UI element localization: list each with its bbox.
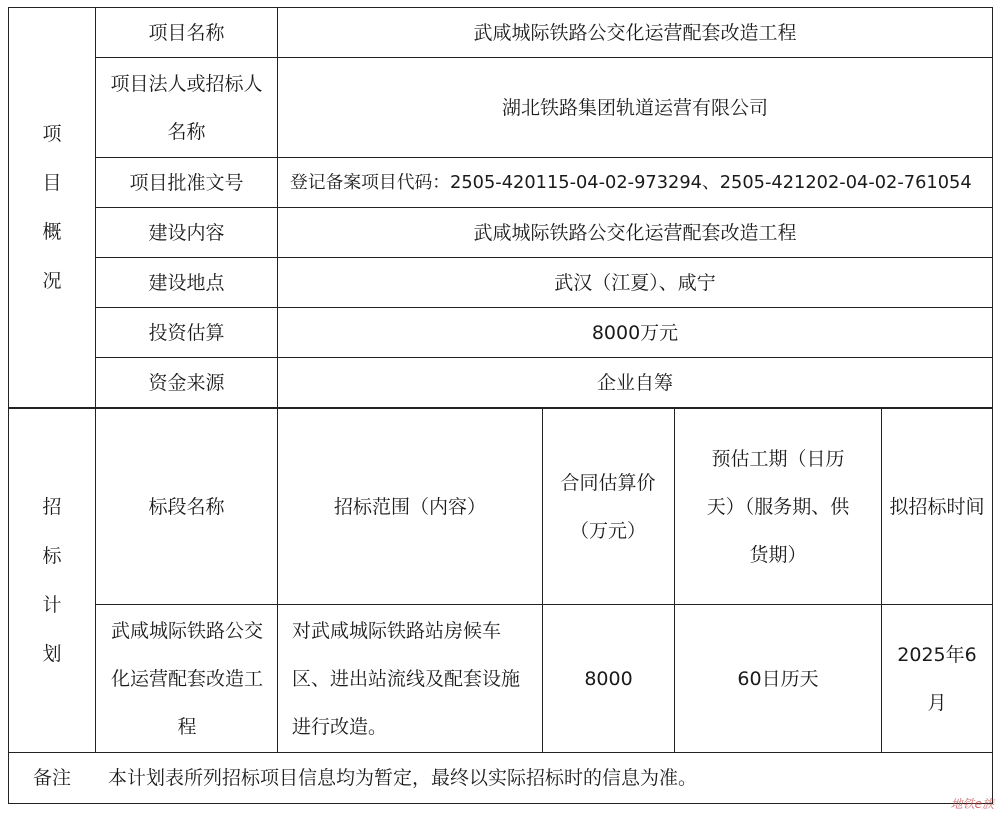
overview-section-label: 项 目 概 况 — [42, 123, 62, 292]
construction-location-label: 建设地点 — [148, 271, 225, 294]
row-time: 2025年6月 — [897, 643, 977, 714]
header-section-name: 标段名称 — [148, 495, 225, 518]
construction-location-value: 武汉（江夏）、咸宁 — [554, 271, 716, 294]
construction-content-label: 建设内容 — [148, 221, 225, 244]
row-duration: 60日历天 — [737, 667, 819, 690]
funding-source-label: 资金来源 — [148, 371, 225, 394]
approval-number-value: 登记备案项目代码：2505-420115-04-02-973294、2505-421202-04-02-761054 — [290, 171, 972, 193]
plan-section-label: 招 标 计 划 — [42, 495, 62, 665]
header-price: 合同估算价（万元） — [560, 471, 656, 542]
project-name-value: 武咸城际铁路公交化运营配套改造工程 — [473, 21, 797, 44]
watermark: 地铁e族 — [950, 797, 994, 811]
remark-text: 本计划表所列招标项目信息均为暂定，最终以实际招标时的信息为准。 — [108, 767, 698, 789]
row-price: 8000 — [584, 667, 633, 690]
row-scope: 对武咸城际铁路站房候车区、进出站流线及配套设施进行改造。 — [292, 619, 521, 738]
construction-content-value: 武咸城际铁路公交化运营配套改造工程 — [473, 221, 797, 244]
approval-number-label: 项目批准文号 — [129, 171, 244, 194]
row-section-name: 武咸城际铁路公交化运营配套改造工程 — [110, 619, 263, 738]
header-time: 拟招标时间 — [889, 495, 985, 518]
funding-source-value: 企业自筹 — [596, 371, 673, 394]
remark-label: 备注 — [32, 767, 71, 789]
header-scope: 招标范围（内容） — [333, 495, 486, 518]
investment-estimate-value: 8000万元 — [591, 321, 679, 344]
investment-estimate-label: 投资估算 — [148, 321, 225, 344]
project-name-label: 项目名称 — [148, 21, 225, 44]
tenderer-name-value: 湖北铁路集团轨道运营有限公司 — [501, 96, 768, 119]
header-duration: 预估工期（日历天）（服务期、供货期） — [706, 447, 850, 566]
tenderer-name-label: 项目法人或招标人名称 — [110, 72, 263, 143]
